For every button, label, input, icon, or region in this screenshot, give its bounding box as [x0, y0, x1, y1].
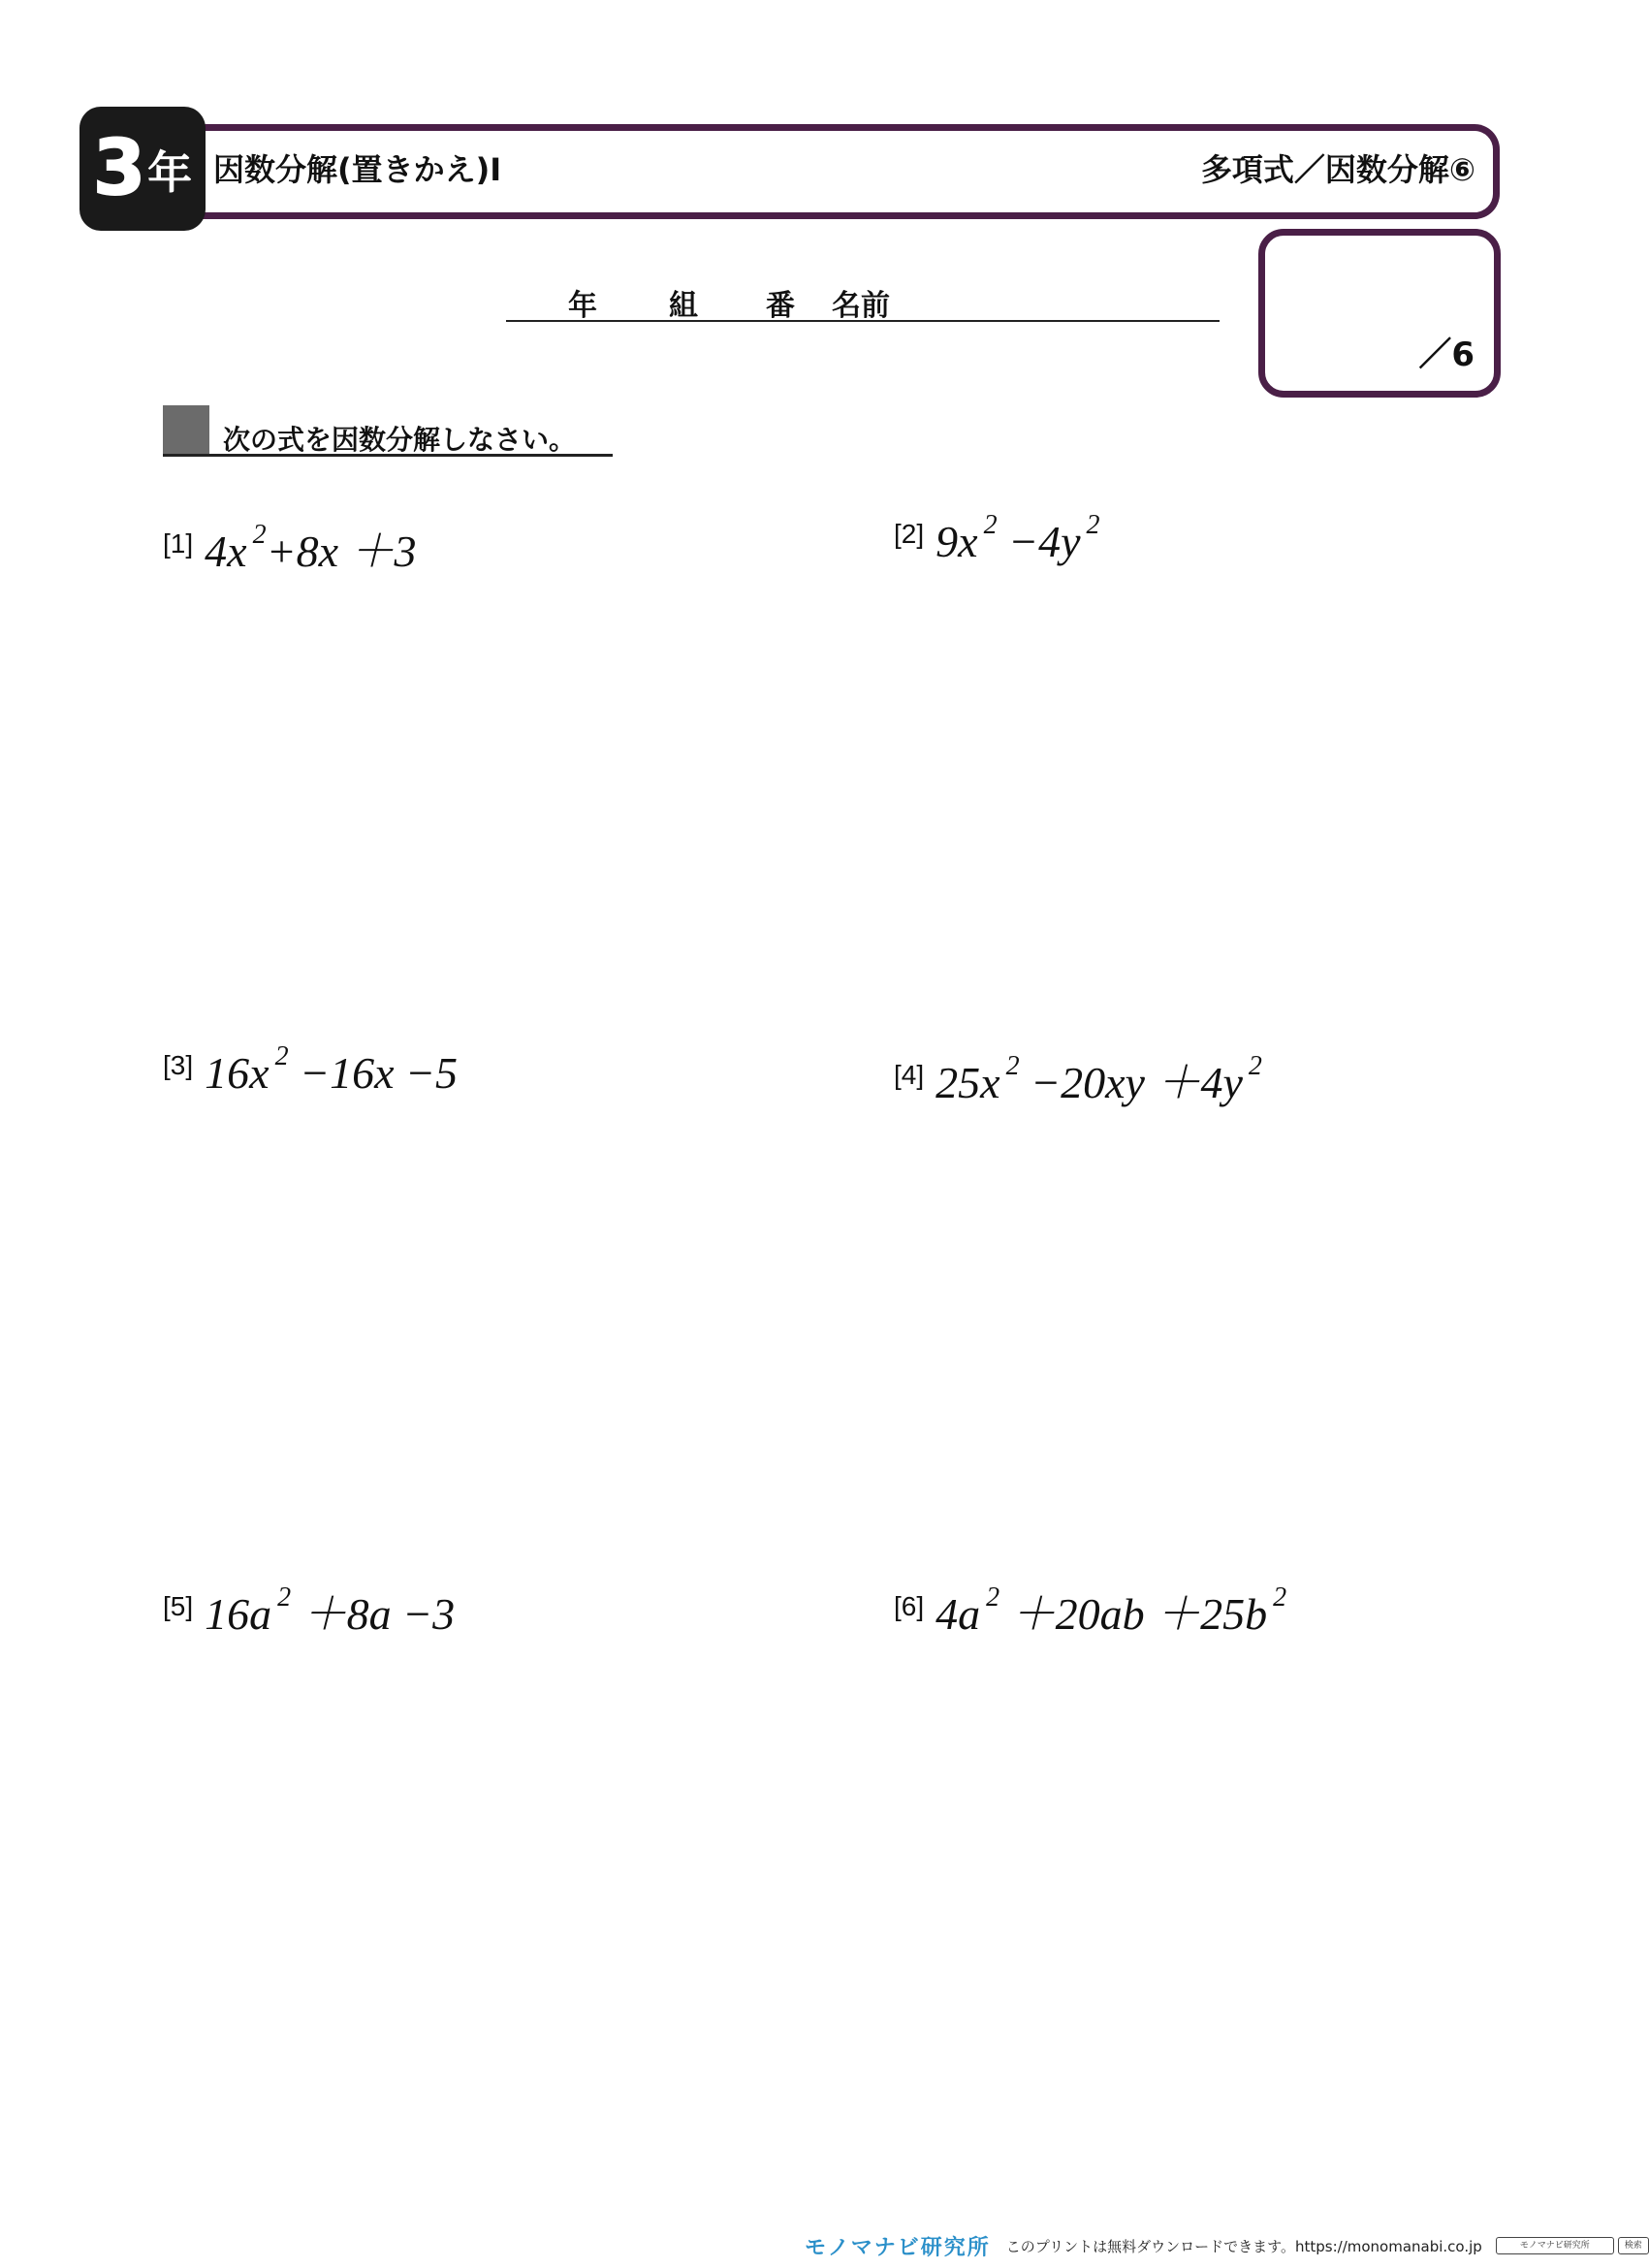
problem-3 [163, 1041, 459, 1099]
name-line [506, 281, 1220, 322]
search-input[interactable]: モノマナビ研究所 [1496, 2237, 1614, 2254]
publisher-logo: モノマナビ研究所 [805, 2235, 991, 2260]
grade-badge [79, 107, 206, 231]
problem-number: [5] [163, 1591, 194, 1621]
footer [805, 2234, 1649, 2260]
unit-title: 多項式／因数分解⑥ [1200, 151, 1475, 188]
instruction [163, 417, 613, 457]
search-button[interactable]: 検索 [1618, 2237, 1649, 2254]
problem-expression: 4a $^2$ ＋20ab ＋25b $^2$ [935, 1582, 1287, 1639]
download-note[interactable]: このプリントは無料ダウンロードできます。https://monomanabi.co.jp [1005, 2237, 1482, 2255]
name-label: 名前 [832, 289, 890, 323]
class-label: 組 [669, 289, 698, 323]
grade-number: 3 [92, 125, 146, 212]
year-label: 年 [568, 289, 597, 323]
worksheet-title: 因数分解(置きかえ)Ⅰ [213, 151, 502, 188]
problem-expression: 16a $^2$ ＋8a −3 [205, 1582, 456, 1639]
grade-unit: 年 [147, 146, 193, 199]
problem-expression: 25x $^2$ −20xy ＋4y $^2$ [935, 1051, 1262, 1107]
problem-expression: 9x $^2$ −4y $^2$ [935, 510, 1100, 566]
problem-number: [2] [894, 519, 925, 549]
problem-number: [6] [894, 1591, 925, 1621]
problem-5 [163, 1579, 455, 1643]
problem-number: [3] [163, 1050, 194, 1080]
problem-number: [4] [894, 1060, 925, 1090]
number-label: 番 [766, 289, 795, 323]
problem-4 [894, 1047, 1262, 1111]
problem-expression: 4x $^2$+8x ＋3 [205, 520, 417, 576]
problem-1 [163, 516, 417, 580]
search-widget [1496, 2237, 1649, 2254]
instruction-text: 次の式を因数分解しなさい。 [223, 424, 577, 456]
problem-number: [1] [163, 528, 194, 559]
score-box [1258, 229, 1501, 398]
score-total: ／6 [1418, 335, 1475, 374]
problem-expression: 16x $^2$ −16x −5 [205, 1041, 459, 1098]
problem-2 [894, 510, 1100, 567]
problem-6 [894, 1579, 1286, 1643]
